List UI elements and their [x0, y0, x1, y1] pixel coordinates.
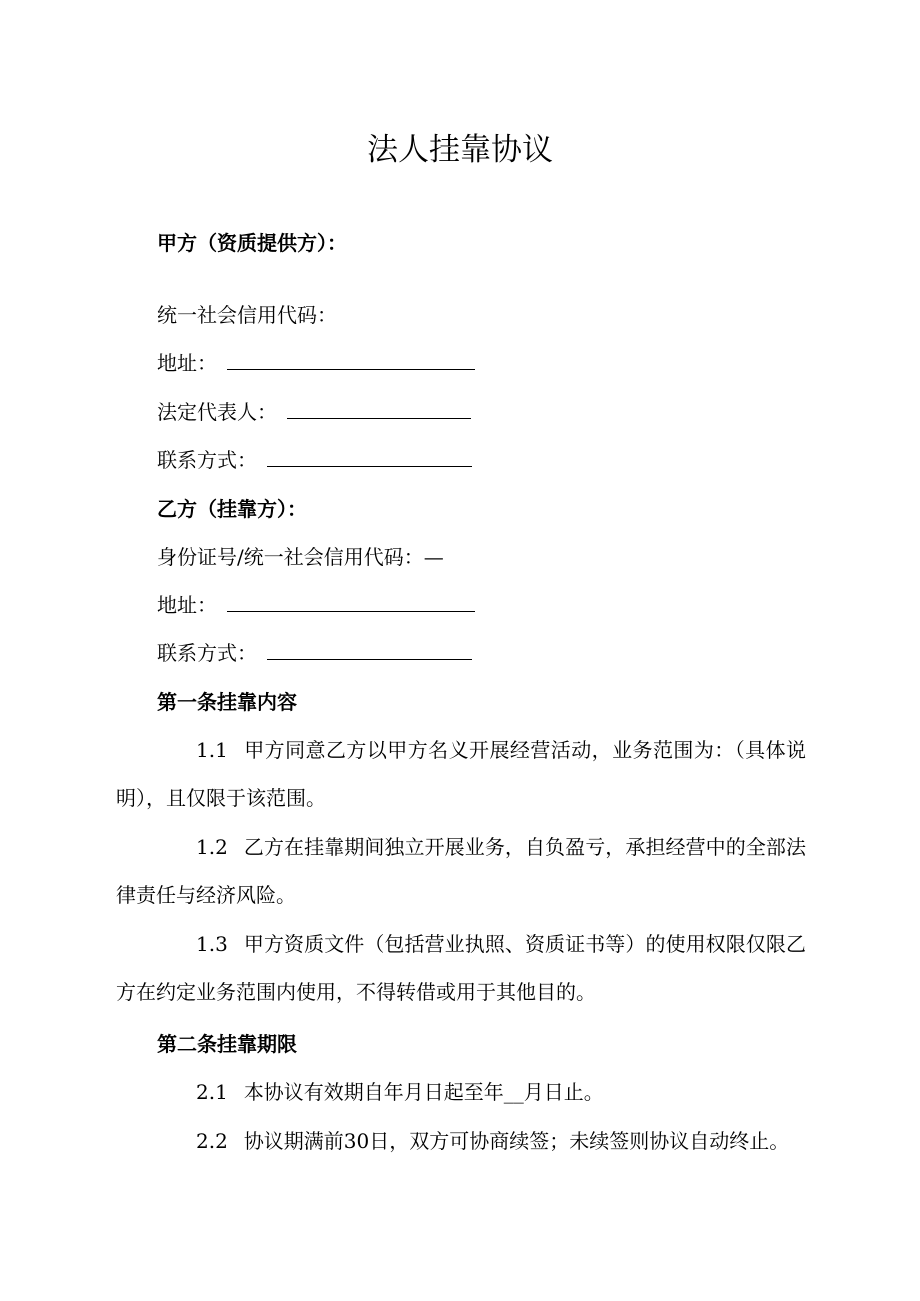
article-2-heading: 第二条挂靠期限 — [157, 1032, 297, 1056]
party-b-address-blank — [227, 591, 475, 612]
party-b-address-row — [157, 590, 475, 620]
party-a-legal-rep-label: 法定代表人： — [157, 400, 277, 424]
clause-number: 1.3 — [196, 932, 228, 956]
party-b-id-label: 身份证号/统一社会信用代码：— — [157, 545, 444, 569]
party-a-contact-row — [157, 445, 472, 475]
party-a-legal-rep-row — [157, 397, 471, 427]
clause-text: 协议期满前30日，双方可协商续签；未续签则协议自动终止。 — [243, 1129, 790, 1153]
clause-number: 2.1 — [196, 1080, 228, 1104]
clause-number: 1.1 — [196, 738, 228, 762]
party-a-address-row — [157, 348, 475, 378]
party-a-address-blank — [227, 349, 475, 370]
clause-text: 乙方在挂靠期间独立开展业务，自负盈亏，承担经营中的全部法律责任与经济风险。 — [116, 835, 806, 907]
clause-2-2 — [116, 1117, 806, 1165]
party-b-contact-row — [157, 638, 472, 668]
clause-1-3 — [116, 920, 806, 1016]
party-a-legal-rep-blank — [287, 398, 471, 419]
party-a-heading: 甲方（资质提供方）： — [157, 231, 347, 255]
clause-number: 1.2 — [196, 835, 228, 859]
party-a-contact-label: 联系方式： — [157, 448, 257, 472]
clause-2-1 — [116, 1068, 806, 1116]
party-a-credit-code-label: 统一社会信用代码： — [157, 303, 337, 327]
clause-text: 甲方资质文件（包括营业执照、资质证书等）的使用权限仅限乙方在约定业务范围内使用，不得转借或用于其他目的。 — [116, 932, 806, 1004]
party-b-contact-blank — [267, 639, 472, 660]
clause-number: 2.2 — [196, 1129, 228, 1153]
clause-1-1 — [116, 726, 806, 822]
clause-1-2 — [116, 823, 806, 919]
clause-text: 本协议有效期自年月日起至年__月日止。 — [243, 1080, 604, 1104]
party-a-contact-blank — [267, 446, 472, 467]
party-a-address-label: 地址： — [157, 351, 217, 375]
document-title: 法人挂靠协议 — [367, 132, 553, 168]
party-b-address-label: 地址： — [157, 593, 217, 617]
party-b-heading: 乙方（挂靠方）： — [157, 497, 307, 521]
article-1-heading: 第一条挂靠内容 — [157, 690, 297, 714]
clause-text: 甲方同意乙方以甲方名义开展经营活动，业务范围为：（具体说明），且仅限于该范围。 — [116, 738, 806, 810]
party-b-contact-label: 联系方式： — [157, 641, 257, 665]
